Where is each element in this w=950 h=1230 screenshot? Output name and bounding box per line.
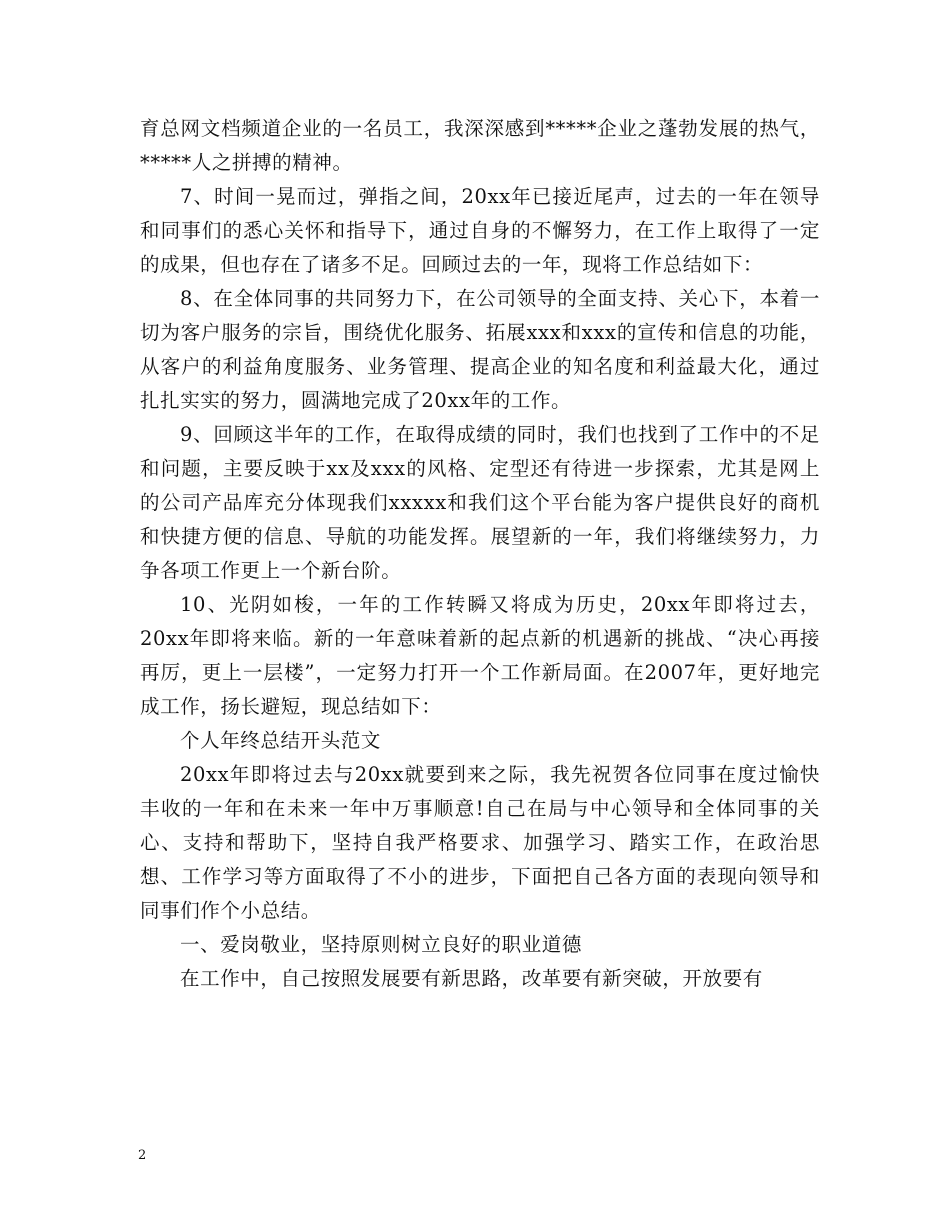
paragraph-5: 10、光阴如梭，一年的工作转瞬又将成为历史，20xx年即将过去，20xx年即将来临。新的一年意味着新的起点新的机遇新的挑战、“决心再接再厉，更上一层楼”，一定努力打开一个工作新局面。在2007年，更好地完成工作，扬长避短，现总结如下： [140, 593, 820, 718]
page-number: 2 [138, 1148, 147, 1163]
paragraph-3: 8、在全体同事的共同努力下，在公司领导的全面支持、关心下，本着一切为客户服务的宗旨，围绕优化服务、拓展xxx和xxx的宣传和信息的功能，从客户的利益角度服务、业务管理、提高企业的知名度和利益最大化，通过扎扎实实的努力，圆满地完成了20xx年的工作。 [140, 287, 820, 412]
paragraph-6: 20xx年即将过去与20xx就要到来之际，我先祝贺各位同事在度过愉快丰收的一年和在未来一年中万事顺意!自己在局与中心领导和全体同事的关心、支持和帮助下，坚持自我严格要求、加强学习、踏实工作，在政治思想、工作学习等方面取得了不小的进步，下面把自己各方面的表现向领导和同事们作个小总结。 [140, 763, 820, 922]
section-heading-sample: 个人年终总结开头范文 [180, 729, 382, 752]
paragraph-4: 9、回顾这半年的工作，在取得成绩的同时，我们也找到了工作中的不足和问题，主要反映于xx及xxx的风格、定型还有待进一步探索，尤其是网上的公司产品库充分体现我们xxxxx和我们这个平台能为客户提供良好的商机和快捷方便的信息、导航的功能发挥。展望新的一年，我们将继续努力，力争各项工作更上一个新台阶。 [140, 423, 820, 582]
paragraph-2: 7、时间一晃而过，弹指之间，20xx年已接近尾声，过去的一年在领导和同事们的悉心关怀和指导下，通过自身的不懈努力，在工作上取得了一定的成果，但也存在了诸多不足。回顾过去的一年，现将工作总结如下： [140, 185, 820, 276]
document-body [140, 112, 820, 996]
section-heading-1: 一、爱岗敬业，坚持原则树立良好的职业道德 [180, 933, 583, 956]
paragraph-1: 育总网文档频道企业的一名员工，我深深感到*****企业之蓬勃发展的热气，*****人之拼搏的精神。 [140, 117, 820, 174]
paragraph-7: 在工作中，自己按照发展要有新思路，改革要有新突破，开放要有 [180, 967, 763, 990]
